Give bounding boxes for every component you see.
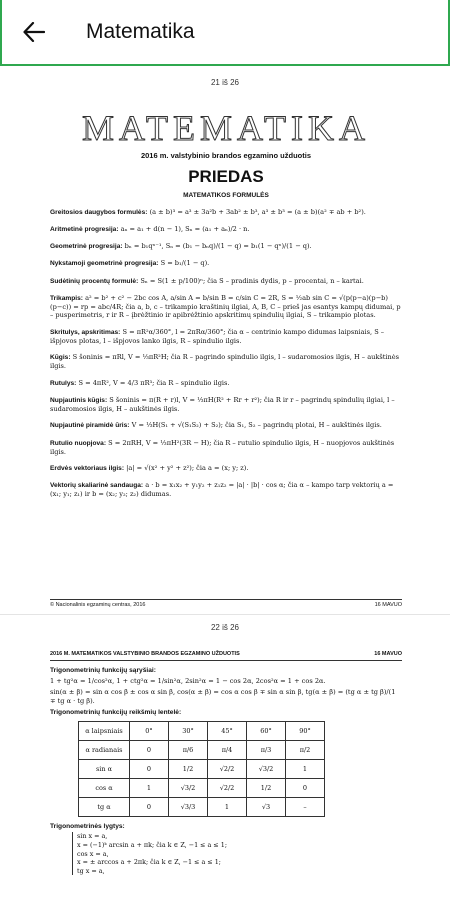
formula-text: a · b = x₁x₂ + y₁y₂ + z₁z₂ = |a| · |b| · cos α; čia α – kampo tarp vektorių a = (x₁; y₁; z₁) ir b = (x₂; y₂; z₂) didumas.	[50, 481, 394, 499]
pdf-page-1	[50, 106, 402, 611]
appendix-title: PRIEDAS	[188, 167, 264, 187]
formula-text: S = b₁/(1 − q).	[160, 259, 210, 268]
equation-line: x = (−1)ᵏ arcsin a + πk; čia k ∈ Z, −1 ≤ a ≤ 1;	[77, 840, 227, 849]
formula-line	[50, 242, 402, 251]
formula-label: Sudėtinių procentų formulė:	[50, 277, 139, 285]
formula-line	[50, 481, 402, 498]
formula-label: Erdvės vektoriaus ilgis:	[50, 464, 125, 472]
trig-equations-title: Trigonometrinės lygtys:	[50, 823, 125, 831]
formula-label: Rutulys:	[50, 379, 77, 387]
table-cell: 0	[130, 760, 169, 779]
table-cell: π/4	[208, 741, 247, 760]
formula-text: S šoninis = π(R + r)l, V = ⅓πH(R² + Rr + r²); čia R ir r – pagrindų spindulių ilgiai, l – sudaromosios ilgis, H – aukštinės ilgis.	[50, 395, 395, 414]
table-cell: 45°	[208, 722, 247, 741]
formula-label: Vektorių skaliarinė sandauga:	[50, 482, 144, 490]
table-row	[79, 722, 325, 741]
formula-line	[50, 208, 402, 217]
trig-equations	[72, 832, 402, 875]
formula-text: S = 4πR², V = 4/3 πR³; čia R – spindulio ilgis.	[78, 378, 230, 387]
table-cell: π/6	[169, 741, 208, 760]
formula-label: Nykstamoji geometrinė progresija:	[50, 260, 159, 268]
header-code: 16 MAVUO	[374, 651, 402, 657]
formula-label: Kūgis:	[50, 354, 71, 362]
table-cell: sin α	[79, 760, 130, 779]
table-row	[79, 779, 325, 798]
trig-values-table	[78, 721, 325, 817]
table-cell: √3/3	[169, 798, 208, 817]
formula-line	[50, 464, 402, 473]
pdf-page-2	[50, 651, 402, 900]
formula-text: bₙ = b₁qⁿ⁻¹, Sₙ = (b₁ − bₙq)/(1 − q) = b₁(1 − qⁿ)/(1 − q).	[124, 242, 312, 251]
pdf-viewer[interactable]	[0, 66, 450, 900]
formula-text: S = 2πRH, V = ⅓πH²(3R − H); čia R – rutulio spindulio ilgis, H – nuopjovos aukštinės ilgis.	[50, 438, 395, 456]
table-cell: 1	[208, 798, 247, 817]
table-cell: √3/2	[247, 760, 286, 779]
arrow-back-icon	[23, 22, 45, 42]
trig-table-title: Trigonometrinių funkcijų reikšmių lentelė:	[50, 708, 182, 716]
formula-line	[50, 277, 402, 286]
table-cell: π/3	[247, 741, 286, 760]
formula-line	[50, 328, 402, 345]
formula-label: Nupjautinė piramidė ūris:	[50, 422, 130, 430]
formula-label: Aritmetinė progresija:	[50, 225, 119, 233]
table-row	[79, 741, 325, 760]
table-cell: 30°	[169, 722, 208, 741]
formula-text: S šoninis = πRl, V = ⅓πR²H; čia R – pagrindo spindulio ilgis, l – sudaromosios ilgis, H – aukštinės ilgis.	[50, 353, 400, 371]
formula-label: Geometrinė progresija:	[50, 243, 123, 251]
page-number: 22 iš 26	[210, 623, 240, 632]
footer-copyright: © Nacionalinis egzaminų centras, 2016	[50, 602, 146, 608]
document-title: MATEMATIKA	[82, 108, 370, 148]
document-subtitle: 2016 m. valstybinio brandos egzamino užduotis	[140, 151, 312, 160]
table-cell: √2/2	[208, 760, 247, 779]
page-separator	[0, 614, 450, 615]
table-cell: 90°	[286, 722, 325, 741]
formula-label: Nupjautinis kūgis:	[50, 396, 108, 404]
table-row	[79, 760, 325, 779]
formula-label: Trikampis:	[50, 294, 83, 302]
formula-line	[50, 396, 402, 413]
formula-label: Greitosios daugybos formulės:	[50, 208, 148, 216]
table-cell: –	[286, 798, 325, 817]
trig-relations-1: 1 + tg²α = 1/cos²α, 1 + ctg²α = 1/sin²α, 2sin²α = 1 − cos 2α, 2cos²α = 1 + cos 2α.	[50, 677, 326, 686]
equation-line: cos x = a,	[77, 849, 109, 858]
formula-line	[50, 225, 402, 234]
equation-line: x = ± arccos a + 2πk; čia k ∈ Z, −1 ≤ a ≤ 1;	[77, 858, 221, 867]
table-cell: cos α	[79, 779, 130, 798]
formula-line	[50, 259, 402, 268]
table-cell: √3	[247, 798, 286, 817]
trig-relations-2: sin(α ± β) = sin α cos β ± cos α sin β, cos(α ± β) = cos α cos β ∓ sin α sin β, tg(α ± β) = (tg α ± tg β)/(1 ∓ tg α · tg β).	[50, 688, 396, 705]
formula-line	[50, 421, 402, 430]
formula-line	[50, 379, 402, 388]
app-title: Matematika	[86, 20, 195, 43]
trig-relations-title: Trigonometrinių funkcijų sąryšiai:	[50, 666, 156, 674]
formula-text: a² = b² + c² − 2bc cos A, a/sin A = b/sin B = c/sin C = 2R, S = ½ab sin C = √(p(p−a)(p−b)(p−c)) = rp = abc/4R; čia a, b, c – trikampio kraštinių ilgiai, A, B, C – prieš jas esantys kampų didumai, p – pusperimetris, r ir R – įbrėžtinio ir apibrėžtinio apskritimų spindulių ilgiai, S – trikampio plotas.	[50, 293, 401, 320]
formula-text: (a ± b)³ = a³ ± 3a²b + 3ab² ± b³, a³ ± b³ = (a ± b)(a² ∓ ab + b²).	[149, 207, 366, 216]
table-cell: 0	[130, 741, 169, 760]
formula-label: Skritulys, apskritimas:	[50, 328, 121, 336]
table-cell: tg α	[79, 798, 130, 817]
footer-code: 16 MAVUO	[374, 602, 402, 608]
table-row	[79, 798, 325, 817]
formula-text: |a| = √(x² + y² + z²); čia a = (x; y; z).	[126, 463, 249, 472]
equation-line: tg x = a,	[77, 866, 105, 875]
formula-text: aₙ = a₁ + d(n − 1), Sₙ = (a₁ + aₙ)/2 · n.	[120, 224, 250, 233]
table-cell: 1	[130, 779, 169, 798]
table-cell: √3/2	[169, 779, 208, 798]
page-footer	[50, 599, 402, 609]
table-cell: √2/2	[208, 779, 247, 798]
table-cell: 1/2	[169, 760, 208, 779]
page-header	[50, 651, 402, 661]
formula-text: Sₙ = S(1 ± p/100)ⁿ; čia S – pradinis dydis, p – procentai, n – kartai.	[140, 276, 364, 285]
table-cell: 0	[130, 798, 169, 817]
formula-line	[50, 294, 402, 320]
table-cell: 0°	[130, 722, 169, 741]
formula-line	[50, 439, 402, 456]
formulas-title: MATEMATIKOS FORMULĖS	[183, 191, 269, 199]
table-cell: 1/2	[247, 779, 286, 798]
table-cell: π/2	[286, 741, 325, 760]
table-cell: α laipsniais	[79, 722, 130, 741]
page-number: 21 iš 26	[210, 78, 240, 87]
equation-line: sin x = a,	[77, 832, 108, 841]
table-cell: 1	[286, 760, 325, 779]
table-cell: 60°	[247, 722, 286, 741]
table-cell: 0	[286, 779, 325, 798]
back-button[interactable]	[2, 0, 66, 65]
formula-list	[50, 208, 402, 499]
table-cell: α radianais	[79, 741, 130, 760]
formula-text: V = ⅓H(S₁ + √(S₁S₂) + S₂); čia S₁, S₂ – pagrindų plotai, H – aukštinės ilgis.	[131, 421, 382, 430]
formula-label: Rutulio nuopjova:	[50, 439, 107, 447]
header-title: 2016 M. MATEMATIKOS VALSTYBINIO BRANDOS EGZAMINO UŽDUOTIS	[50, 651, 240, 657]
formula-text: S = πR²α/360°, l = 2πRα/360°; čia α – centrinio kampo didumas laipsniais, S – išpjovos plotas, l – išpjovos lanko ilgis, R – spindulio ilgis.	[50, 327, 385, 345]
app-bar	[0, 0, 450, 66]
formula-line	[50, 353, 402, 370]
